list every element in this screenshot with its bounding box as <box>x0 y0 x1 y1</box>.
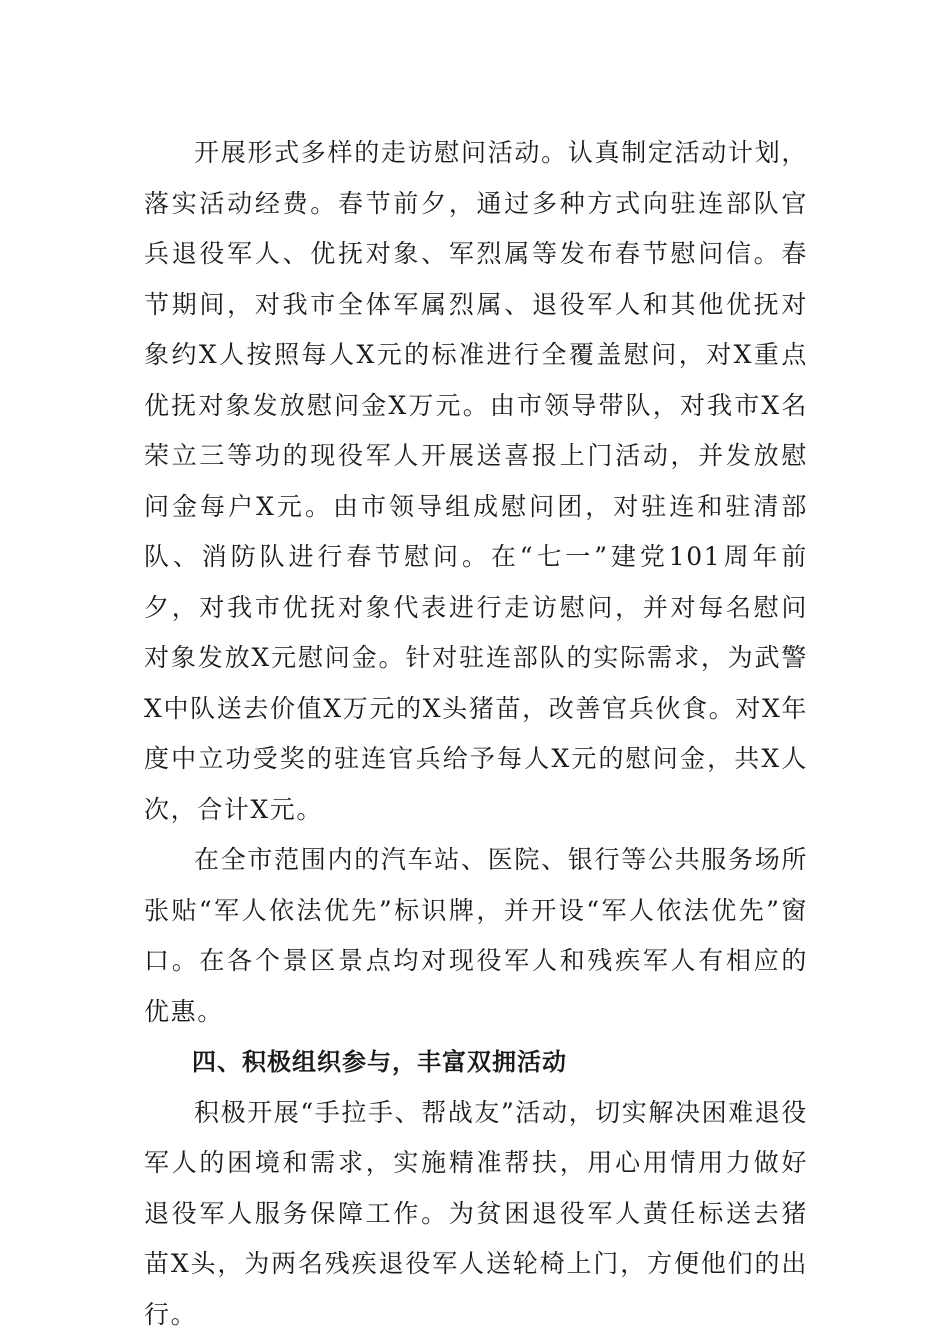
section-heading: 四、积极组织参与，丰富双拥活动 <box>192 1048 567 1076</box>
paragraph-assistance: 积极开展“手拉手、帮战友”活动，切实解决困难退役军人的困境和需求，实施精准帮扶，用心用情用力做好退役军人服务保障工作。为贫困退役军人黄任标送去猪苗X头，为两名残疾退役军人送轮椅上门，方便他们的出行。 <box>144 1097 808 1329</box>
paragraph-visits: 开展形式多样的走访慰问活动。认真制定活动计划，落实活动经费。春节前夕，通过多种方式向驻连部队官兵退役军人、优抚对象、军烈属等发布春节慰问信。春节期间，对我市全体军属烈属、退役军人和其他优抚对象约X人按照每人X元的标准进行全覆盖慰问，对X重点优抚对象发放慰问金X万元。由市领导带队，对我市X名荣立三等功的现役军人开展送喜报上门活动，并发放慰问金每户X元。由市领导组成慰问团，对驻连和驻清部队、消防队进行春节慰问。在“七一”建党101周年前夕，对我市优抚对象代表进行走访慰问，并对每名慰问对象发放X元慰问金。针对驻连部队的实际需求，为武警X中队送去价值X万元的X头猪苗，改善官兵伙食。对X年度中立功受奖的驻连官兵给予每人X元的慰问金，共X人次，合计X元。 <box>144 138 808 824</box>
document-body <box>144 128 808 1340</box>
paragraph-priority-service: 在全市范围内的汽车站、医院、银行等公共服务场所张贴“军人依法优先”标识牌，并开设“军人依法优先”窗口。在各个景区景点均对现役军人和残疾军人有相应的优惠。 <box>144 845 808 1026</box>
